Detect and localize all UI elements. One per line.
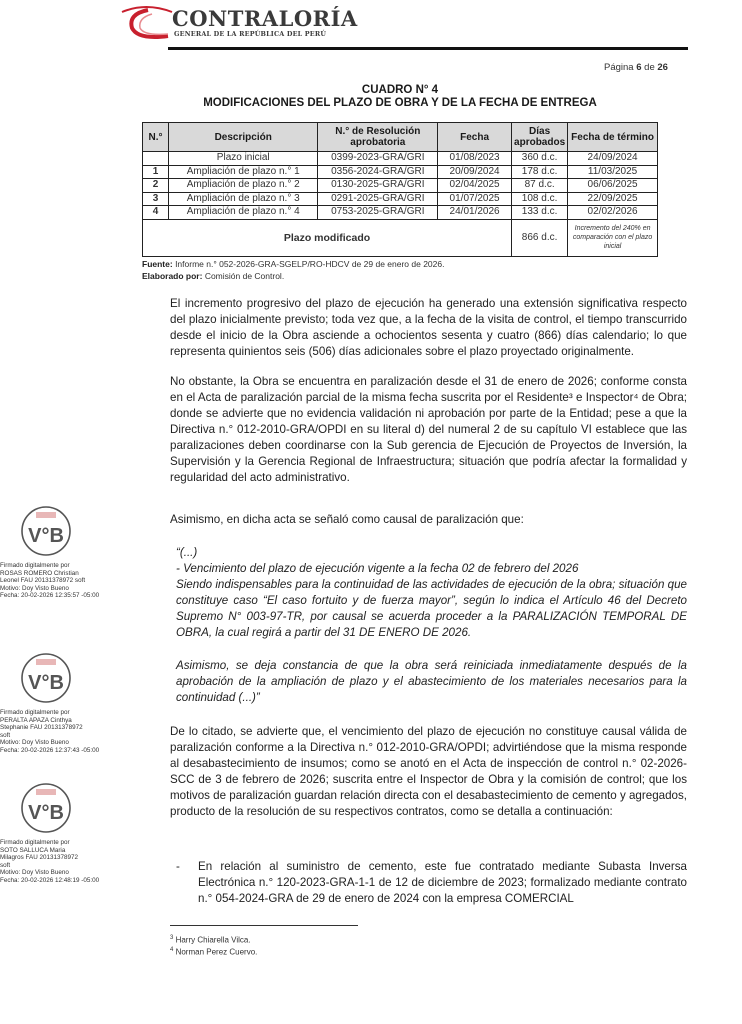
svg-text:V°B: V°B	[28, 525, 64, 547]
total-note: Incremento del 240% en comparación con el plazo inicial	[568, 219, 658, 256]
col-header-descripcion: Descripción	[168, 123, 318, 152]
cuadro-number: CUADRO N° 4	[361, 84, 439, 96]
cuadro-subtitle: MODIFICACIONES DEL PLAZO DE OBRA Y DE LA FECHA DE ENTREGA	[203, 97, 597, 109]
table-header-row	[143, 123, 658, 152]
plazo-modifications-table	[142, 122, 658, 257]
quote-line-1: - Vencimiento del plazo de ejecución vigente a la fecha 02 de febrero del 2026	[176, 562, 579, 575]
quote-open: “(...)	[176, 546, 198, 559]
visto-bueno-stamp-icon	[20, 652, 72, 704]
quote-paragraph-1: Siendo indispensables para la continuidad de las actividades de ejecución de la obra; situación que constituye caso “El caso fortuito y de fuerza mayor”, según lo indica el Artículo 46 del Decreto Supremo N° 003-97-TR, por causal se acuerda proceder a la PARALIZACIÓN TEMPORAL DE OBRA, la cual regirá a partir del 31 DE ENERO DE 2026.	[176, 578, 687, 639]
contraloria-swoosh-icon	[118, 4, 174, 40]
page-number: Página 6 de 26	[604, 62, 668, 73]
logo-subtitle: GENERAL DE LA REPÚBLICA DEL PERÚ	[174, 30, 327, 38]
footnote-4: $^4$ Norman Perez Cuervo.	[170, 947, 258, 957]
table-row: 2 Ampliación de plazo n.° 2 0130-2025-GRA/GRI 02/04/2025 87 d.c. 06/06/2025	[143, 179, 658, 193]
logo-title: CONTRALORÍA	[172, 6, 358, 31]
quote-paragraph-2: Asimismo, se deja constancia de que la obra será reiniciada inmediatamente después de la aprobación de la ampliación de plazo y el abastecimiento de los materiales necesarios para la continuidad (...)”	[176, 659, 687, 704]
table-total-row	[143, 219, 658, 256]
paragraph-1: El incremento progresivo del plazo de ejecución ha generado una extensión significativa respecto del plazo inicialmente previsto; toda vez que, a la fecha de la visita de control, el tiempo transcurrido desde el inicio de la Obra asciende a ochocientos sesenta y cuatro (866) días calendario; lo que representa quinientos seis (506) días adicionales sobre el plazo proyectado originalmente.	[170, 297, 687, 358]
footnote-3: $^3$ Harry Chiarella Vilca.	[170, 935, 251, 945]
header-divider	[168, 47, 688, 50]
col-header-n: N.°	[143, 123, 169, 152]
col-header-termino: Fecha de término	[568, 123, 658, 152]
table-row: 1 Ampliación de plazo n.° 1 0356-2024-GRA/GRI 20/09/2024 178 d.c. 11/03/2025	[143, 165, 658, 179]
table-row: 4 Ampliación de plazo n.° 4 0753-2025-GRA/GRI 24/01/2026 133 d.c. 02/02/2026	[143, 206, 658, 220]
table-row: Plazo inicial 0399-2023-GRA/GRI 01/08/2023 360 d.c. 24/09/2024	[143, 152, 658, 166]
paragraph-3: Asimismo, en dicha acta se señaló como causal de paralización que:	[170, 513, 524, 526]
digital-signature-2: V°B Firmado digitalmente por PERALTA APAZA Cinthya Stephanie FAU 20131378972 soft Motivo: Doy Visto Bueno Fecha: 20-02-2026 12:37:43 -05:00	[0, 652, 120, 755]
col-header-resolucion: N.° de Resolución aprobatoria	[318, 123, 438, 152]
visto-bueno-stamp-icon	[20, 505, 72, 557]
cuadro-title	[140, 84, 660, 110]
bullet-dash: -	[176, 860, 180, 873]
list-item	[176, 859, 687, 907]
digital-signature-1: V°B Firmado digitalmente por ROSAS ROMERO Christian Leonel FAU 20131378972 soft Motivo: Doy Visto Bueno Fecha: 20-02-2026 12:35:57 -05:00	[0, 505, 120, 600]
paragraph-4: De lo citado, se advierte que, el vencimiento del plazo de ejecución no constituye causal válida de paralización conforme a la Directiva n.° 012-2010-GRA/OPDI; advirtiéndose que la misma responde al desabastecimiento de insumos; como se anotó en el Acta de inspección de control n.° 02-2026-SCC de 3 de febrero de 2026; suscrita entre el Inspector de Obra y la comisión de control; que los motivos de paralización guardan relación directa con el desabastecimiento de cemento y agregados, producto de la resolución de su respectivos contratos, como se detalla a continuación:	[170, 725, 687, 818]
visto-bueno-stamp-icon	[20, 782, 72, 834]
table-source: Fuente: Informe n.° 052-2026-GRA-SGELP/RO-HDCV de 29 de enero de 2026. Elaborado por: Comisión de Control.	[142, 259, 445, 281]
bullet-text: En relación al suministro de cemento, este fue contratado mediante Subasta Inversa Electrónica n.° 120-2023-GRA-1-1 de 12 de diciembre de 2023; formalizado mediante contrato n.° 054-2024-GRA de 29 de enero de 2024 con la empresa COMERCIAL	[198, 860, 687, 905]
total-days: 866 d.c.	[512, 219, 568, 256]
svg-text:V°B: V°B	[28, 802, 64, 824]
paragraph-2: No obstante, la Obra se encuentra en paralización desde el 31 de enero de 2026; conforme consta en el Acta de paralización parcial de la misma fecha suscrita por el Residente³ e Inspector⁴ de Obra; donde se advierte que no evidencia validación ni aprobación por parte de la Entidad; pese a que la Directiva n.° 012-2010-GRA/OPDI en su literal d) del numeral 2 de su capítulo VI establece que las paralizaciones deben coordinarse con la Sub gerencia de Ejecución de Proyectos de Inversión, la Supervisión y la Gerencia Regional de Infraestructura; situación que podría afectar la formalidad y regularidad del acto administrativo.	[170, 375, 687, 484]
col-header-dias: Días aprobados	[512, 123, 568, 152]
footnote-divider	[170, 925, 358, 926]
contraloria-logo	[118, 4, 418, 40]
total-label: Plazo modificado	[143, 219, 512, 256]
table-row: 3 Ampliación de plazo n.° 3 0291-2025-GRA/GRI 01/07/2025 108 d.c. 22/09/2025	[143, 192, 658, 206]
col-header-fecha: Fecha	[438, 123, 512, 152]
svg-text:V°B: V°B	[28, 672, 64, 694]
digital-signature-3: V°B Firmado digitalmente por SOTO SALLUCA Maria Milagros FAU 20131378972 soft Motivo: Doy Visto Bueno Fecha: 20-02-2026 12:48:19 -05:00	[0, 782, 120, 885]
